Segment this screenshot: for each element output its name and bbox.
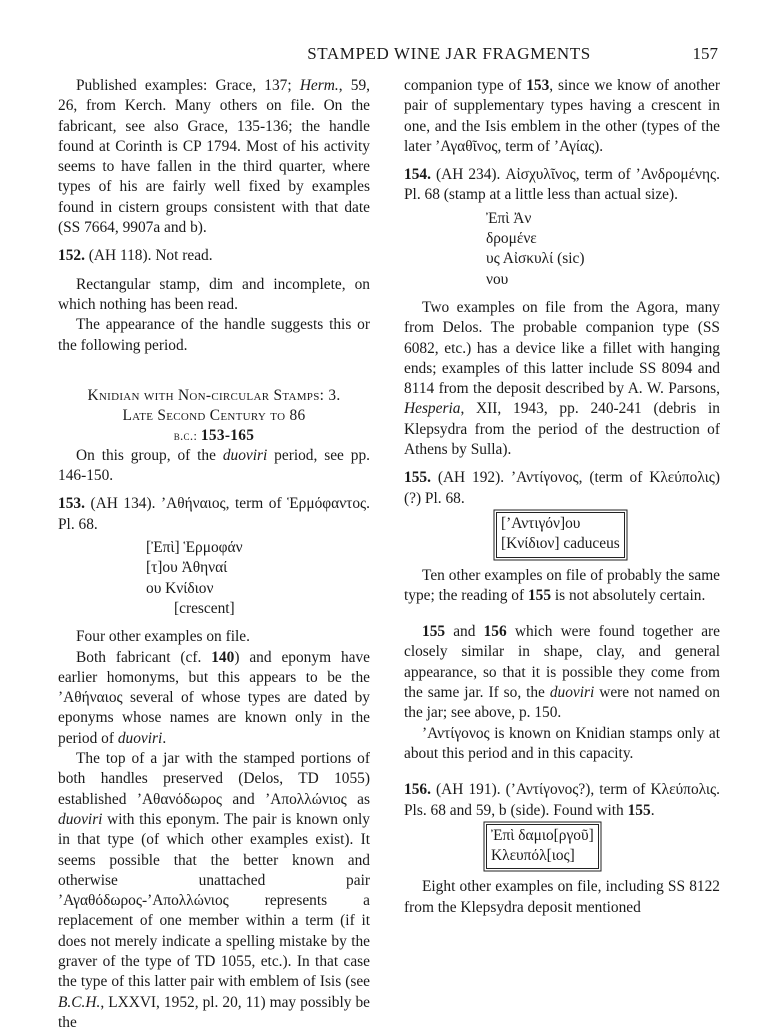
stamp-156: Ἐπὶ δαμιο[ργοῦ] Κλευπόλ[ιος]: [404, 824, 720, 870]
left-column: [58, 76, 370, 1033]
section-heading: Knidian with Non-circular Stamps: 3. Late Second Century to 86 b.c.: 153-165: [87, 386, 341, 444]
entry-152: 152. (AH 118). Not read.: [58, 247, 213, 265]
entry-156-examples: Eight other examples on file, including SS 8122 from the Klepsydra deposit mentioned: [404, 878, 720, 916]
stamp-153: [Ἐπὶ] Ἑρμοφάν [τ]ου Ἀθηναί ου Κνίδιον [crescent]: [146, 539, 243, 617]
entry-156: 156. (AH 191). (’Αντίγονος?), term of Κλεύπολις. Pls. 68 and 59, b (side). Found with 155.: [404, 781, 720, 819]
entry-155-examples: Ten other examples on file of probably the same type; the reading of 155 is not absolutely certain.: [404, 566, 720, 604]
stamp-155: [’Αντιγόν]ου [Κνίδιον] caduceus: [404, 512, 720, 558]
entry-152-description: Rectangular stamp, dim and incomplete, on which nothing has been read.: [58, 275, 370, 313]
entry-153-discussion: Both fabricant (cf. 140) and eponym have earlier homonyms, but this appears to be the ’Αθήναιος several of whose types are dated by eponyms whose names are known only in the period of duoviri.: [58, 648, 370, 747]
right-column: [404, 76, 720, 918]
page-header: [60, 44, 720, 68]
page-number: 157: [692, 44, 718, 63]
entry-154-discussion: Two examples on file from the Agora, many from Delos. The probable companion type (SS 6082, etc.) has a device like a fillet with hanging ends; examples of this latter include SS 8094 and 8114 from the deposit described by A. W. Parsons, Hesperia, XII, 1943, pp. 240-241 (debris in Klepsydra from the period of the destruction of Athens by Sulla).: [404, 298, 720, 459]
entry-153: 153. (AH 134). ’Αθήναιος, term of Ἑρμόφαντος. Pl. 68.: [58, 495, 370, 533]
section-note: On this group, of the duoviri period, see pp. 146-150.: [58, 446, 370, 485]
intro-paragraph: Published examples: Grace, 137; Herm., 59, 26, from Kerch. Many others on file. On the fabricant, see also Grace, 135-136; the handle found at Corinth is CP 1794. Most of his activity seems to have fallen in the third quarter, where types of his are fairly well fixed by examples found in cistern groups consistent with that date (SS 7664, 9907a and b).: [58, 77, 370, 237]
entry-155: 155. (AH 192). ’Αντίγονος, (term of Κλεύπολις) (?) Pl. 68.: [404, 469, 720, 507]
entry-152-note: The appearance of the handle suggests this or the following period.: [58, 316, 370, 354]
entry-153-jar-note: The top of a jar with the stamped portions of both handles preserved (Delos, TD 1055) established ’Αθανόδωρος and ’Απολλώνιος as duoviri with this eponym. The pair is known only in that type (of which other examples exist). It seems possible that the better known and otherwise unattached pair ’Αγαθόδωρος-’Απολλώνιος represents a replacement of one member within a term (if it does not merely indicate a spelling mistake by the graver of the type of TD 1055, etc.). In that case the type of this latter pair with emblem of Isis (see B.C.H., LXXVI, 1952, pl. 20, 11) may possibly be the: [58, 750, 370, 1031]
stamp-154: Ἐπὶ Ἀν δρομένε υς Αἰσκυλί (sic) νου: [486, 209, 585, 288]
running-title: STAMPED WINE JAR FRAGMENTS: [307, 44, 591, 63]
entry-155-note: ’Αντίγονος is known on Knidian stamps only at about this period and in this capacity.: [404, 724, 720, 762]
entry-155-discussion: 155 and 156 which were found together are closely similar in shape, clay, and general appearance, so that it is possible they come from the same jar. If so, the duoviri were not named on the jar; see above, p. 150.: [404, 623, 721, 722]
entry-153-examples: Four other examples on file.: [76, 628, 250, 646]
entry-154: 154. (AH 234). Αἰσχυλῖνος, term of ’Ανδρομένης. Pl. 68 (stamp at a little less than actual size).: [404, 166, 720, 204]
continued-paragraph: companion type of 153, since we know of another pair of supplementary types having a crescent in one, and the Isis emblem in the other (types of the later ’Αγαθῖνος, term of ’Αγίας).: [404, 77, 720, 155]
